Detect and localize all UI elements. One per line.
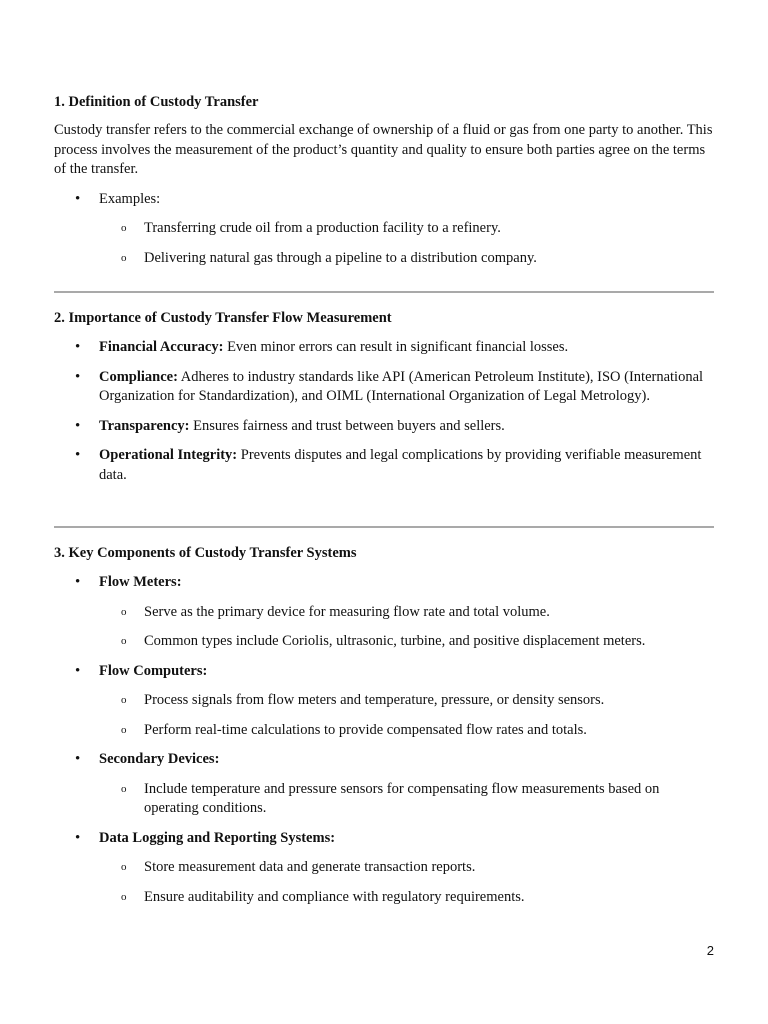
sub-list — [99, 858, 714, 907]
list-item — [54, 190, 714, 269]
section-heading: 1. Definition of Custody Transfer — [54, 94, 259, 110]
list-item-label: Transparency: — [99, 417, 190, 434]
circle-bullet-icon: o — [121, 782, 127, 795]
bullet-list — [54, 190, 714, 269]
sub-list-item-text: Store measurement data and generate transaction reports. — [144, 859, 476, 875]
sub-list — [99, 780, 714, 819]
sub-list-item-text: Perform real-time calculations to provide compensated flow rates and totals. — [144, 721, 587, 738]
sub-list-item — [99, 721, 714, 741]
bullet-icon: • — [75, 190, 81, 207]
page-number: 2 — [706, 943, 714, 958]
bullet-icon: • — [75, 662, 81, 679]
list-item-label: Compliance: — [99, 368, 178, 385]
list-item-label: Flow Computers: — [99, 662, 208, 679]
sub-list — [99, 603, 714, 652]
circle-bullet-icon: o — [121, 605, 127, 618]
circle-bullet-icon: o — [121, 222, 127, 234]
bullet-icon: • — [75, 751, 81, 767]
sub-list-item — [99, 249, 714, 269]
section-key-components — [54, 544, 714, 907]
list-item — [54, 417, 714, 437]
sub-list-item-text: Delivering natural gas through a pipeline to a distribution company. — [144, 249, 537, 266]
list-item — [54, 662, 714, 741]
section-importance — [54, 309, 714, 485]
list-item-label: Financial Accuracy: — [99, 339, 224, 355]
sub-list-item — [99, 603, 714, 623]
bullet-list — [54, 338, 714, 485]
list-item-text: Ensures fairness and trust between buyers and sellers. — [189, 417, 505, 434]
sub-list — [99, 691, 714, 740]
bullet-icon: • — [75, 339, 81, 355]
list-item — [54, 750, 714, 819]
bullet-icon: • — [75, 574, 81, 590]
list-item-text: Prevents disputes and legal complications by providing verifiable measurement data. — [99, 447, 702, 483]
list-item-label: Flow Meters: — [99, 574, 182, 590]
sub-list-item — [99, 858, 714, 878]
sub-list — [99, 219, 714, 268]
circle-bullet-icon: o — [121, 635, 127, 647]
list-item-text: Adheres to industry standards like API (American Petroleum Institute), ISO (International Organization for Standardization), and OIML (International Organization of Legal Metrology). — [99, 368, 704, 404]
section-paragraph: Custody transfer refers to the commercial exchange of ownership of a fluid or gas from one party to another. This process involves the measurement of the product’s quantity and quality to ensure both parties agree on the terms of the transfer. — [54, 122, 713, 177]
list-item-text: Examples: — [99, 190, 161, 207]
sub-list-item — [99, 888, 714, 908]
list-item-label: Operational Integrity: — [99, 447, 238, 463]
bullet-icon: • — [75, 829, 81, 846]
bullet-icon: • — [75, 447, 81, 463]
list-item — [54, 446, 714, 485]
bullet-list — [54, 573, 714, 907]
list-item-text: Even minor errors can result in significant financial losses. — [223, 339, 569, 355]
list-item — [54, 573, 714, 652]
sub-list-item — [99, 219, 714, 239]
sub-list-item-text: Common types include Coriolis, ultrasonic, turbine, and positive displacement meters. — [144, 633, 646, 649]
list-item-label: Data Logging and Reporting Systems: — [99, 829, 336, 846]
section-heading: 3. Key Components of Custody Transfer Systems — [54, 545, 357, 561]
list-item — [54, 368, 714, 407]
circle-bullet-icon: o — [121, 890, 127, 903]
section-divider — [54, 291, 714, 293]
circle-bullet-icon: o — [121, 723, 127, 736]
sub-list-item-text: Process signals from flow meters and temperature, pressure, or density sensors. — [144, 692, 605, 708]
sub-list-item — [99, 632, 714, 652]
sub-list-item-text: Serve as the primary device for measuring flow rate and total volume. — [144, 603, 550, 620]
section-heading: 2. Importance of Custody Transfer Flow Measurement — [54, 310, 392, 326]
sub-list-item-text: Transferring crude oil from a production facility to a refinery. — [144, 220, 501, 236]
bullet-icon: • — [75, 417, 81, 434]
circle-bullet-icon: o — [121, 861, 127, 873]
sub-list-item — [99, 780, 714, 819]
sub-list-item-text: Ensure auditability and compliance with regulatory requirements. — [144, 888, 525, 905]
list-item-label: Secondary Devices: — [99, 751, 220, 767]
sub-list-item-text: Include temperature and pressure sensors for compensating flow measurements based on operating conditions. — [144, 780, 660, 816]
bullet-icon: • — [75, 368, 81, 385]
circle-bullet-icon: o — [121, 694, 127, 706]
sub-list-item — [99, 691, 714, 711]
list-item — [54, 338, 714, 358]
section-divider — [54, 526, 714, 528]
list-item — [54, 829, 714, 908]
section-definition — [54, 93, 714, 268]
circle-bullet-icon: o — [121, 251, 127, 264]
